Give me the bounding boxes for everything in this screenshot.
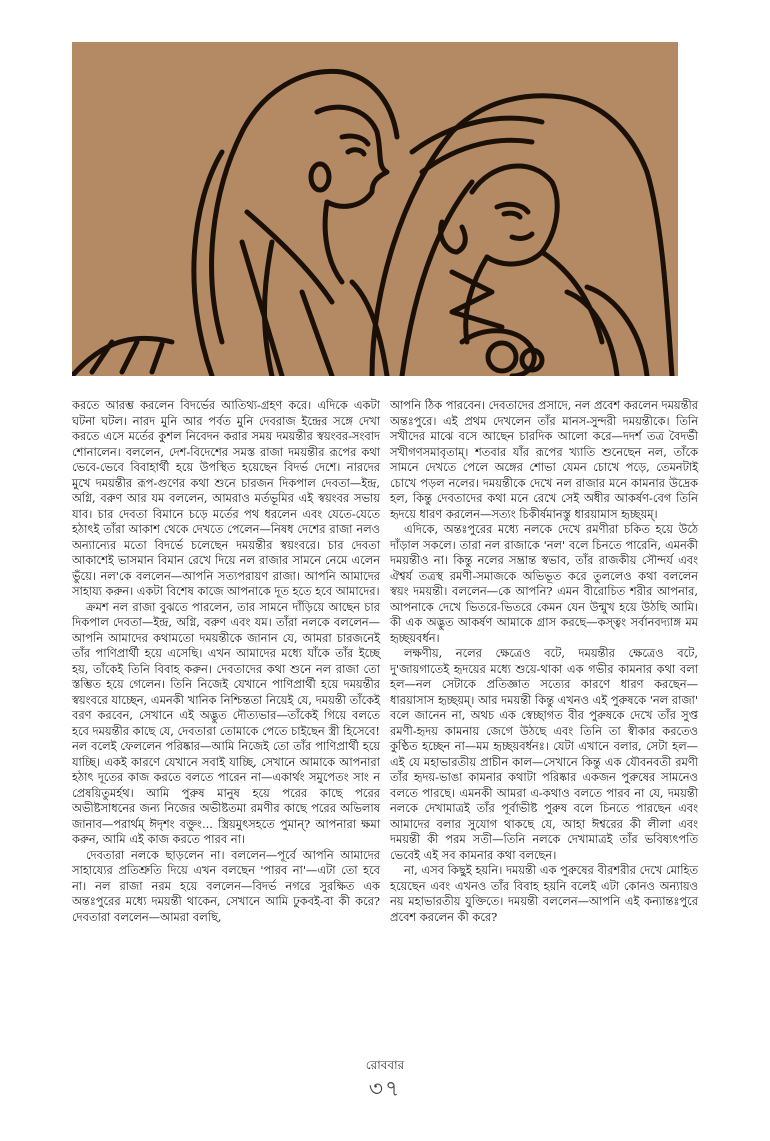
left-paragraph-1: করতে আরম্ভ করলেন বিদর্ভের আতিথ্য-গ্রহণ করে। এদিকে একটা ঘটনা ঘটল। নারদ মুনি আর পর্বত মুনি দেবরাজ ইন্দ্রের সঙ্গে দেখা করতে এসে মর্তের কুশল নিবেদন করার সময় দময়ন্তীর স্বয়ংবর-সংবাদ শোনালেন। বললেন, দেশ-বিদেশের সমস্ত রাজা দময়ন্তীর রূপের কথা ভেবে-ভেবে বিবাহার্থী হয়ে উপস্থিত হয়েছেন বিদর্ভ দেশে। নারদের মুখে দময়ন্তীর রূপ-গুণের কথা শুনে চারজন দিকপাল দেবতা—ইন্দ্র, অগ্নি, বরুণ আর যম বললেন, আমরাও মর্তভূমির এই স্বয়ংবর সভায় যাব। চার দেবতা বিমানে চড়ে মর্তের পথ ধরলেন এবং যেতে-যেতে হঠাৎই তাঁরা আকাশ থেকে দেখতে পেলেন—নিষধ দেশের রাজা নলও অন্যান্যের মতো বিদর্ভে চলেছেন দময়ন্তীর স্বয়ংবরে। চার দেবতা আকাশেই ভাসমান বিমান রেখে দিয়ে নল রাজার সামনে নেমে এলেন ভুঁয়ে। নল'কে বললেন—আপনি সত্যপরায়ণ রাজা। আপনি আমাদের সাহায্য করুন। একটা বিশেষ কাজে আপনাকে দূত হতে হবে আমাদের। [72,398,380,598]
illustration [72,42,678,376]
left-paragraph-3: দেবতারা নলকে ছাড়লেন না। বললেন—পূর্বে আপনি আমাদের সাহায্যের প্রতিশ্রুতি দিয়ে এখন বলছেন 'পারব না'—এটা তো হবে না। নল রাজা নরম হয়ে বললেন—বিদর্ভ নগরে সুরক্ষিত এক অন্তঃপুরের মধ্যে দময়ন্তী থাকেন, সেখানে আমি ঢুকবই-বা কী করে? দেবতারা বললেন—আমরা বলছি, [72,847,380,924]
magazine-name: রোববার [365,1058,405,1072]
page-number: ৩৭ [368,1077,402,1102]
right-paragraph-4: না, এসব কিছুই হয়নি। দময়ন্তী এক পুরুষের বীরশরীর দেখে মোহিত হয়েছেন এবং এখনও তাঁর বিবাহ হয়নি বলেই এটা কোনও অন্যায়ও নয় মহাভারতীয় যুক্তিতে। দময়ন্তী বললেন—আপনি এই কন্যান্তঃপুরে প্রবেশ করলেন কী করে? [390,863,698,924]
right-paragraph-2: এদিকে, অন্তঃপুরের মধ্যে নলকে দেখে রমণীরা চকিত হয়ে উঠে দাঁড়াল সকলে। তারা নল রাজাকে 'নল' বলে চিনতে পারেনি, এমনকী দময়ন্তীও না। কিন্তু নলের সম্ভ্রান্ত স্বভাব, তাঁর রাজকীয় সৌন্দর্য এবং ঐশ্বর্য তত্রস্থ রমণী-সমাজকে অভিভূত করে তুললেও কথা বললেন স্বয়ং দময়ন্তী। বললেন—কে আপনি? এমন বীরোচিত শরীর আপনার, আপনাকে দেখে ভিতরে-ভিতরে কেমন যেন উন্মুখ হয়ে উঠছি আমি। কী এক অদ্ভুত আকর্ষণ আমাকে গ্রাস করছে—কস্ত্বং সর্বানবদ্যাঙ্গ মম হৃচ্ছয়বর্ধন। [390,522,698,645]
article-right-column [390,398,698,925]
right-paragraph-3: লক্ষণীয়, নলের ক্ষেত্রেও বটে, দময়ন্তীর ক্ষেত্রেও বটে, দু'জায়গাতেই হৃদয়ের মধ্যে শুয়ে-থাকা এক গভীর কামনার কথা বলা হল—নল সেটাকে প্রতিজ্ঞাত সত্যের কারণে ধারণ করছেন—ধারয়াসাস হৃচ্ছয়ম্। আর দময়ন্তী কিন্তু এখনও এই পুরুষকে 'নল রাজা' বলে জানেন না, অথচ এক স্বেচ্ছাগত বীর পুরুষকে দেখে তাঁর সুপ্ত রমণী-হৃদয় কামনায় জেগে উঠছে এবং তিনি তা স্বীকার করতেও কুণ্ঠিত হচ্ছেন না—মম হৃচ্ছয়বর্ধনঃ। যেটা এখানে বলার, সেটা হল—এই যে মহাভারতীয় প্রাচীন কাল—সেখানে কিন্তু এক যৌবনবতী রমণী তাঁর হৃদয়-ভাঙা কামনার কথাটা পরিষ্কার একজন পুরুষের সামনেও বলতে পারছে। এমনকী আমরা এ-কথাও বলতে পারব না যে, দময়ন্তী নলকে দেখামাত্রই তাঁর পূর্বাভীষ্ট পুরুষ বলে চিনতে পারছেন এবং আমাদের বলার সুযোগ থাকছে যে, আহা ঈশ্বরের কী লীলা এবং দময়ন্তী কী পরম সতী—তিনি নলকে দেখামাত্রই তাঁর ভবিষ্যৎপতি ভেবেই এই সব কামনার কথা বলছেন। [390,646,698,862]
two-figures-drawing [72,42,678,376]
left-paragraph-2: ক্রমশ নল রাজা বুঝতে পারলেন, তার সামনে দাঁড়িয়ে আছেন চার দিকপাল দেবতা—ইন্দ্র, অগ্নি, বরুণ এবং যম। তাঁরা নলকে বললেন—আপনি আমাদের কথামতো দময়ন্তীকে জানান যে, আমরা চারজনেই তাঁর পাণিপ্রার্থী হয়ে এসেছি। এখন আমাদের মধ্যে যাঁকে তাঁর ইচ্ছে হয়, তাঁকেই তিনি বিবাহ করুন। দেবতাদের কথা শুনে নল রাজা তো স্তম্ভিত হয়ে গেলেন। তিনি নিজেই যেখানে পাণিপ্রার্থী হয়ে দময়ন্তীর স্বয়ংবরে যাচ্ছেন, এমনকী খানিক নিশ্চিন্ততা নিয়েই যে, দময়ন্তী তাঁকেই বরণ করবেন, সেখানে এই অদ্ভুত দৌত্যভার—তাঁকেই গিয়ে বলতে হবে দময়ন্তীর কাছে যে, দেবতারা তোমাকে পেতে চাইছেন স্ত্রী হিসেবে! নল বলেই ফেললেন পরিষ্কার—আমি নিজেই তো তাঁর পাণিপ্রার্থী হয়ে যাচ্ছি। একই কারণে যেখানে সবাই যাচ্ছি, সেখানে আমাকে আপনারা হঠাৎ দূতের কাজ করতে বলতে পারেন না—একার্থং সমুপেতং সাং ন প্রেষয়িতুমর্হথ। আমি পুরুষ মানুষ হয়ে পরের কাছে পরের অভীষ্টসাধনের জন্য নিজের অভীষ্টতমা রমণীর কাছে পরের অভিলাষ জানাব—পরার্থম্ ঈদৃশং বক্তুং... স্ত্রিয়মুৎসহতে পুমান্? আপনারা ক্ষমা করুন, আমি এই কাজ করতে পারব না। [72,599,380,846]
right-paragraph-1: আপনি ঠিক পারবেন। দেবতাদের প্রসাদে, নল প্রবেশ করলেন দময়ন্তীর অন্তঃপুরে। এই প্রথম দেখলেন তাঁর মানস-সুন্দরী দময়ন্তীকে। তিনি সখীদের মাঝে বসে আছেন চারদিক আলো করে—দদর্শ তত্র বৈদর্ভী সখীগণসমাবৃতাম্। শতবার যাঁর রূপের খ্যাতি শুনেছেন নল, তাঁকে সামনে দেখতে পেলে অঙ্গের শোভা যেমন চোখে পড়ে, তেমনটাই চোখে পড়ল নলের। দময়ন্তীকে দেখে নল রাজার মনে কামনার উদ্রেক হল, কিন্তু দেবতাদের কথা মনে রেখে সেই অধীর আকর্ষণ-বেগ তিনি হৃদয়ে ধারণ করলেন—সত্যং চিকীর্ষমানস্তু ধারয়ামাস হৃচ্ছয়ম্। [390,398,698,521]
article-left-column [72,398,380,925]
